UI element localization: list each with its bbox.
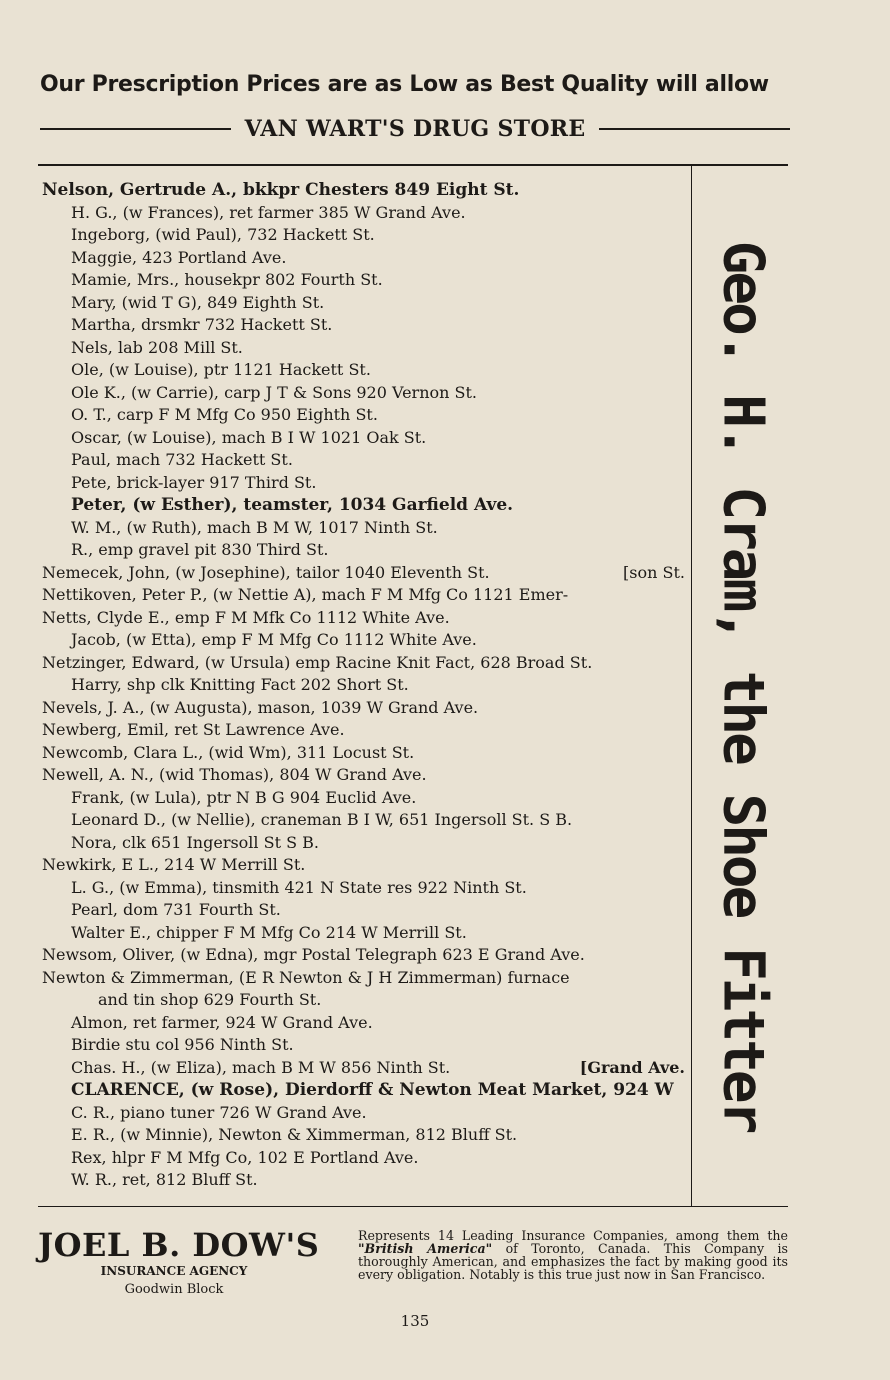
directory-listing <box>42 179 687 1192</box>
listing-entry <box>42 517 687 540</box>
listing-entry-text: Harry, shp clk Knitting Fact 202 Short St. <box>71 675 409 694</box>
listing-entry-text: L. G., (w Emma), tinsmith 421 N State res 922 Ninth St. <box>71 877 527 897</box>
ad-description <box>358 1229 788 1281</box>
listing-entry-text: Newcomb, Clara L., (wid Wm), 311 Locust St. <box>42 742 415 762</box>
listing-entry-text: Mary, (wid T G), 849 Eighth St. <box>71 292 325 312</box>
listing-entry <box>42 337 687 360</box>
listing-entry-text: Ole, (w Louise), ptr 1121 Hackett St. <box>71 360 371 379</box>
listing-entry-text: Birdie stu col 956 Ninth St. <box>71 1035 294 1054</box>
listing-entry <box>42 697 687 720</box>
sidebar-advertisement <box>700 165 786 1206</box>
listing-entry-text: Ole K., (w Carrie), carp J T & Sons 920 Vernon St. <box>71 382 477 402</box>
listing-entry <box>42 742 687 765</box>
ad-address: Goodwin Block <box>124 1282 224 1297</box>
listing-entry <box>42 539 687 562</box>
listing-entry <box>42 404 687 427</box>
listing-entry-text: Chas. H., (w Eliza), mach B M W 856 Ninth St. <box>71 1057 451 1077</box>
listing-entry-text: Almon, ret farmer, 924 W Grand Ave. <box>71 1012 373 1032</box>
listing-entry <box>42 652 687 675</box>
listing-entry-text: Newsom, Oliver, (w Edna), mgr Postal Telegraph 623 E Grand Ave. <box>42 945 585 964</box>
listing-entry-text: Pete, brick-layer 917 Third St. <box>71 472 317 492</box>
listing-entry-text: R., emp gravel pit 830 Third St. <box>71 540 329 559</box>
listing-entry <box>42 1057 687 1080</box>
listing-entry-text: Paul, mach 732 Hackett St. <box>71 450 293 469</box>
listing-entry-text: Netts, Clyde E., emp F M Mfk Co 1112 White Ave. <box>42 607 450 627</box>
listing-entry <box>42 472 687 495</box>
listing-entry <box>42 607 687 630</box>
bottom-divider <box>38 1206 788 1207</box>
header-store-name: VAN WART'S DRUG STORE <box>244 116 586 142</box>
listing-entry <box>42 1079 687 1102</box>
listing-entry <box>42 1124 687 1147</box>
listing-entry-text: C. R., piano tuner 726 W Grand Ave. <box>71 1102 367 1122</box>
listing-entry-text: Peter, (w Esther), teamster, 1034 Garfield Ave. <box>71 495 514 515</box>
listing-entry <box>42 967 687 990</box>
header-slogan: Our Prescription Prices are as Low as Best Quality will allow <box>40 72 769 97</box>
ad-agency-name: JOEL B. DOW'S <box>38 1226 320 1264</box>
listing-entry-text: W. R., ret, 812 Bluff St. <box>71 1170 258 1189</box>
header-rule-left <box>40 128 231 130</box>
listing-entry-text: Nelson, Gertrude A., bkkpr Chesters 849 Eight St. <box>42 180 520 200</box>
listing-entry-text: Pearl, dom 731 Fourth St. <box>71 900 281 919</box>
listing-entry-text: Rex, hlpr F M Mfg Co, 102 E Portland Ave. <box>71 1147 419 1167</box>
top-divider <box>38 164 788 166</box>
listing-entry <box>42 629 687 652</box>
listing-entry-text: Nettikoven, Peter P., (w Nettie A), mach F M Mfg Co 1121 Emer- <box>42 585 569 604</box>
listing-entry-text: Martha, drsmkr 732 Hackett St. <box>71 315 333 334</box>
listing-entry-text: Frank, (w Lula), ptr N B G 904 Euclid Ave. <box>71 787 417 807</box>
listing-entry-overflow: [son St. <box>623 562 685 582</box>
listing-entry <box>42 854 687 877</box>
listing-entry-text: Leonard D., (w Nellie), craneman B I W, 651 Ingersoll St. S B. <box>71 810 573 829</box>
listing-entry <box>42 179 687 202</box>
listing-entry-text: Newkirk, E L., 214 W Merrill St. <box>42 855 306 874</box>
listing-entry <box>42 202 687 225</box>
listing-entry <box>42 1012 687 1035</box>
listing-entry-text: Ingeborg, (wid Paul), 732 Hackett St. <box>71 225 375 244</box>
listing-entry <box>42 247 687 270</box>
listing-entry <box>42 562 687 585</box>
listing-entry <box>42 1169 687 1192</box>
listing-entry <box>42 1034 687 1057</box>
listing-entry <box>42 382 687 405</box>
listing-entry-text: Maggie, 423 Portland Ave. <box>71 247 287 267</box>
listing-entry <box>42 944 687 967</box>
listing-entry-text: W. M., (w Ruth), mach B M W, 1017 Ninth St. <box>71 517 438 537</box>
listing-entry-text: Nevels, J. A., (w Augusta), mason, 1039 W Grand Ave. <box>42 697 479 717</box>
listing-entry <box>42 314 687 337</box>
listing-entry <box>42 674 687 697</box>
listing-entry-text: E. R., (w Minnie), Newton & Ximmerman, 812 Bluff St. <box>71 1125 518 1144</box>
listing-entry <box>42 899 687 922</box>
header-store-line <box>40 114 790 144</box>
sidebar-ad-text: Geo. H. Cram, the Shoe Fitter <box>710 240 776 1131</box>
listing-entry-text: CLARENCE, (w Rose), Dierdorff & Newton Meat Market, 924 W <box>71 1080 674 1100</box>
listing-entry <box>42 764 687 787</box>
listing-entry <box>42 584 687 607</box>
listing-entry-text: and tin shop 629 Fourth St. <box>98 990 322 1009</box>
listing-entry <box>42 292 687 315</box>
column-divider <box>691 165 692 1206</box>
listing-entry <box>42 989 687 1012</box>
listing-entry-text: Nels, lab 208 Mill St. <box>71 337 243 357</box>
ad-description-part2: of Toronto, Canada. This Company is thoroughly American, and emphasizes the fact by making good its every obligation. Notably is this true just now in San Francisco. <box>358 1241 788 1282</box>
listing-entry <box>42 494 687 517</box>
listing-entry <box>42 359 687 382</box>
listing-entry-text: O. T., carp F M Mfg Co 950 Eighth St. <box>71 405 378 424</box>
ad-description-part1: Represents 14 Leading Insurance Companies, among them the <box>358 1228 788 1243</box>
listing-entry-overflow: [Grand Ave. <box>579 1057 685 1077</box>
listing-entry-text: Walter E., chipper F M Mfg Co 214 W Merrill St. <box>71 922 467 942</box>
listing-entry <box>42 832 687 855</box>
listing-entry-text: Jacob, (w Etta), emp F M Mfg Co 1112 White Ave. <box>71 630 477 649</box>
listing-entry <box>42 1147 687 1170</box>
listing-entry <box>42 427 687 450</box>
listing-entry-text: Netzinger, Edward, (w Ursula) emp Racine Knit Fact, 628 Broad St. <box>42 652 593 672</box>
listing-entry <box>42 449 687 472</box>
listing-entry-text: Nemecek, John, (w Josephine), tailor 1040 Eleventh St. <box>42 562 490 582</box>
listing-entry <box>42 269 687 292</box>
ad-description-emphasis: "British America" <box>358 1241 493 1256</box>
listing-entry-text: H. G., (w Frances), ret farmer 385 W Grand Ave. <box>71 202 466 222</box>
listing-entry <box>42 1102 687 1125</box>
listing-entry-text: Nora, clk 651 Ingersoll St S B. <box>71 832 319 852</box>
listing-entry-text: Newton & Zimmerman, (E R Newton & J H Zimmerman) furnace <box>42 967 570 987</box>
listing-entry-text: Oscar, (w Louise), mach B I W 1021 Oak St. <box>71 427 427 447</box>
listing-entry <box>42 719 687 742</box>
listing-entry-text: Mamie, Mrs., housekpr 802 Fourth St. <box>71 270 383 289</box>
listing-entry <box>42 787 687 810</box>
listing-entry <box>42 224 687 247</box>
listing-entry <box>42 809 687 832</box>
page-number: 135 <box>400 1312 430 1330</box>
ad-agency-type: INSURANCE AGENCY <box>100 1264 248 1278</box>
listing-entry <box>42 922 687 945</box>
header-rule-right <box>599 128 790 130</box>
listing-entry-text: Newell, A. N., (wid Thomas), 804 W Grand Ave. <box>42 765 427 784</box>
listing-entry-text: Newberg, Emil, ret St Lawrence Ave. <box>42 720 345 739</box>
listing-entry <box>42 877 687 900</box>
